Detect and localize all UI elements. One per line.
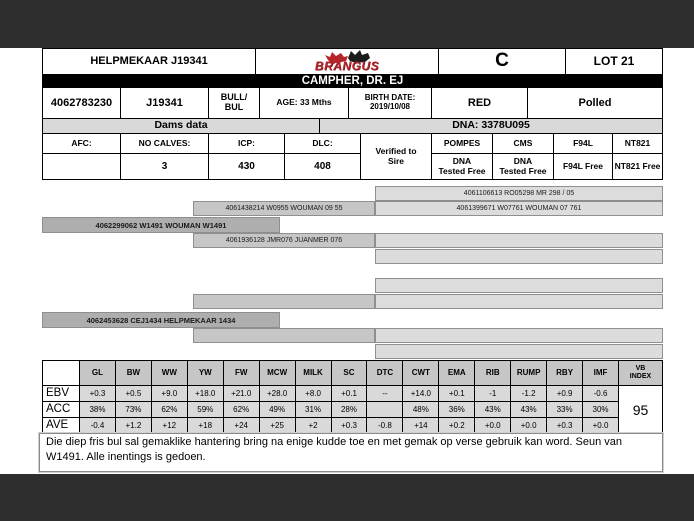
col-cwt: CWT (403, 361, 438, 385)
birth-date-cell: BIRTH DATE: 2019/10/08 (349, 88, 431, 118)
vb-index-value: 95 (619, 386, 662, 433)
afc-label: AFC: (43, 134, 120, 153)
col-fw: FW (224, 361, 259, 385)
ebv-cell: -1 (475, 386, 510, 401)
registration-number: 4062783230 (43, 88, 120, 118)
acc-cell: 36% (439, 402, 474, 417)
ave-cell: +14 (403, 418, 438, 433)
ebv-corner-cell (43, 361, 79, 385)
brangus-wordmark: BRANGUS (314, 59, 380, 74)
no-calves-value: 3 (121, 154, 208, 179)
f94l-label: F94L (554, 134, 612, 153)
ebv-cell: +0.5 (116, 386, 151, 401)
acc-cell: 43% (475, 402, 510, 417)
ebv-cell: +0.1 (332, 386, 367, 401)
tattoo-number: J19341 (121, 88, 208, 118)
f94l-result: F94L Free (554, 154, 612, 179)
acc-cell: 43% (511, 402, 546, 417)
col-rby: RBY (547, 361, 582, 385)
ave-cell: +2 (296, 418, 331, 433)
acc-cell (367, 402, 402, 417)
pedigree-blank-bar (375, 328, 663, 343)
acc-cell: 49% (260, 402, 295, 417)
pedigree-sire: 4062299062 W1491 WOUMAN W1491 (42, 217, 280, 233)
icp-value: 430 (209, 154, 284, 179)
pedigree-blank-bar (193, 294, 375, 309)
ave-cell: +1.2 (116, 418, 151, 433)
ave-cell: +0.2 (439, 418, 474, 433)
sex-cell: BULL/ BUL (209, 88, 259, 118)
col-yw: YW (188, 361, 223, 385)
ave-cell: +0.3 (332, 418, 367, 433)
identification-row (42, 87, 663, 119)
pedigree-dam: 4062453628 CEJ1434 HELPMEKAAR 1434 (42, 312, 280, 328)
row-label-ave: AVE (43, 418, 79, 433)
no-calves-label: NO CALVES: (121, 134, 208, 153)
icp-label: ICP: (209, 134, 284, 153)
paper-sheet (0, 48, 694, 474)
acc-cell: 59% (188, 402, 223, 417)
ebv-cell: +8.0 (296, 386, 331, 401)
breeder-name-bar: CAMPHER, DR. EJ (42, 74, 663, 88)
acc-cell: 62% (152, 402, 187, 417)
band-row (42, 118, 663, 134)
acc-cell: 73% (116, 402, 151, 417)
ebv-cell: +0.1 (439, 386, 474, 401)
animal-id: HELPMEKAAR J19341 (43, 49, 255, 74)
dlc-label: DLC: (285, 134, 360, 153)
pedigree-blank-bar (375, 294, 663, 309)
ave-cell: +24 (224, 418, 259, 433)
row-label-acc: ACC (43, 402, 79, 417)
col-ww: WW (152, 361, 187, 385)
lot-notes: Die diep fris bul sal gemaklike hantering bring na enige kudde toe en met gemak op verse gebruik kan word. Seun van W1491. Alle inentings is gedoen. (39, 433, 663, 472)
col-vb-index: VB INDEX (619, 361, 662, 385)
pedigree-sires-dam: 4061936128 JMR076 JUANMER 076 (193, 233, 375, 248)
pedigree-blank-bar (375, 233, 663, 248)
verified-to-sire-cell: Verified to Sire (361, 134, 431, 179)
dna-number: DNA: 3378U095 (320, 119, 662, 133)
acc-cell: 28% (332, 402, 367, 417)
ave-cell: -0.4 (80, 418, 115, 433)
pedigree-sires-sire: 4061438214 W0955 WOUMAN 09 55 (193, 201, 375, 216)
col-rib: RIB (475, 361, 510, 385)
pedigree-sires-sires-sire: 4061106613 RO05298 MR 298 / 05 (375, 186, 663, 201)
ave-cell: +0.0 (475, 418, 510, 433)
ebv-cell: +28.0 (260, 386, 295, 401)
ebv-cell: +0.3 (80, 386, 115, 401)
afc-value (43, 154, 120, 179)
pedigree-blank-bar (375, 344, 663, 359)
pedigree-blank-bar (375, 249, 663, 264)
ebv-table (42, 360, 663, 434)
pedigree-blank-bar (193, 328, 375, 343)
ebv-cell: +9.0 (152, 386, 187, 401)
cms-result: DNA Tested Free (493, 154, 553, 179)
ave-cell: +0.0 (583, 418, 618, 433)
nt821-label: NT821 (613, 134, 662, 153)
col-ema: EMA (439, 361, 474, 385)
ebv-cell: +21.0 (224, 386, 259, 401)
ebv-cell: -1.2 (511, 386, 546, 401)
ave-cell: -0.8 (367, 418, 402, 433)
acc-cell: 48% (403, 402, 438, 417)
col-milk: MILK (296, 361, 331, 385)
col-bw: BW (116, 361, 151, 385)
acc-cell: 30% (583, 402, 618, 417)
dams-dna-grid (42, 133, 663, 180)
ave-cell: +0.3 (547, 418, 582, 433)
dlc-value: 408 (285, 154, 360, 179)
ebv-cell: -- (367, 386, 402, 401)
nt821-result: NT821 Free (613, 154, 662, 179)
pedigree-sires-sires-dam: 4061399671 W07761 WOUMAN 07 761 (375, 201, 663, 216)
header-row (42, 48, 663, 75)
ave-cell: +25 (260, 418, 295, 433)
ave-cell: +12 (152, 418, 187, 433)
acc-cell: 62% (224, 402, 259, 417)
row-label-ebv: EBV (43, 386, 79, 401)
colour-cell: RED (432, 88, 527, 118)
age-cell: AGE: 33 Mths (260, 88, 348, 118)
ebv-cell: +0.9 (547, 386, 582, 401)
pompes-label: POMPES (432, 134, 492, 153)
acc-cell: 38% (80, 402, 115, 417)
ebv-cell: +18.0 (188, 386, 223, 401)
col-sc: SC (332, 361, 367, 385)
pompes-result: DNA Tested Free (432, 154, 492, 179)
cms-label: CMS (493, 134, 553, 153)
acc-cell: 31% (296, 402, 331, 417)
poll-status-cell: Polled (528, 88, 662, 118)
ave-cell: +0.0 (511, 418, 546, 433)
ave-cell: +18 (188, 418, 223, 433)
lot-number: LOT 21 (566, 49, 662, 74)
pedigree-blank-bar (375, 278, 663, 293)
ebv-cell: -0.6 (583, 386, 618, 401)
brangus-logo (256, 49, 438, 74)
col-rump: RUMP (511, 361, 546, 385)
section-letter: C (439, 49, 565, 74)
col-gl: GL (80, 361, 115, 385)
dams-data-heading: Dams data (43, 119, 319, 133)
col-imf: IMF (583, 361, 618, 385)
ebv-cell: +14.0 (403, 386, 438, 401)
info-table (42, 48, 663, 180)
acc-cell: 33% (547, 402, 582, 417)
col-mcw: MCW (260, 361, 295, 385)
col-dtc: DTC (367, 361, 402, 385)
